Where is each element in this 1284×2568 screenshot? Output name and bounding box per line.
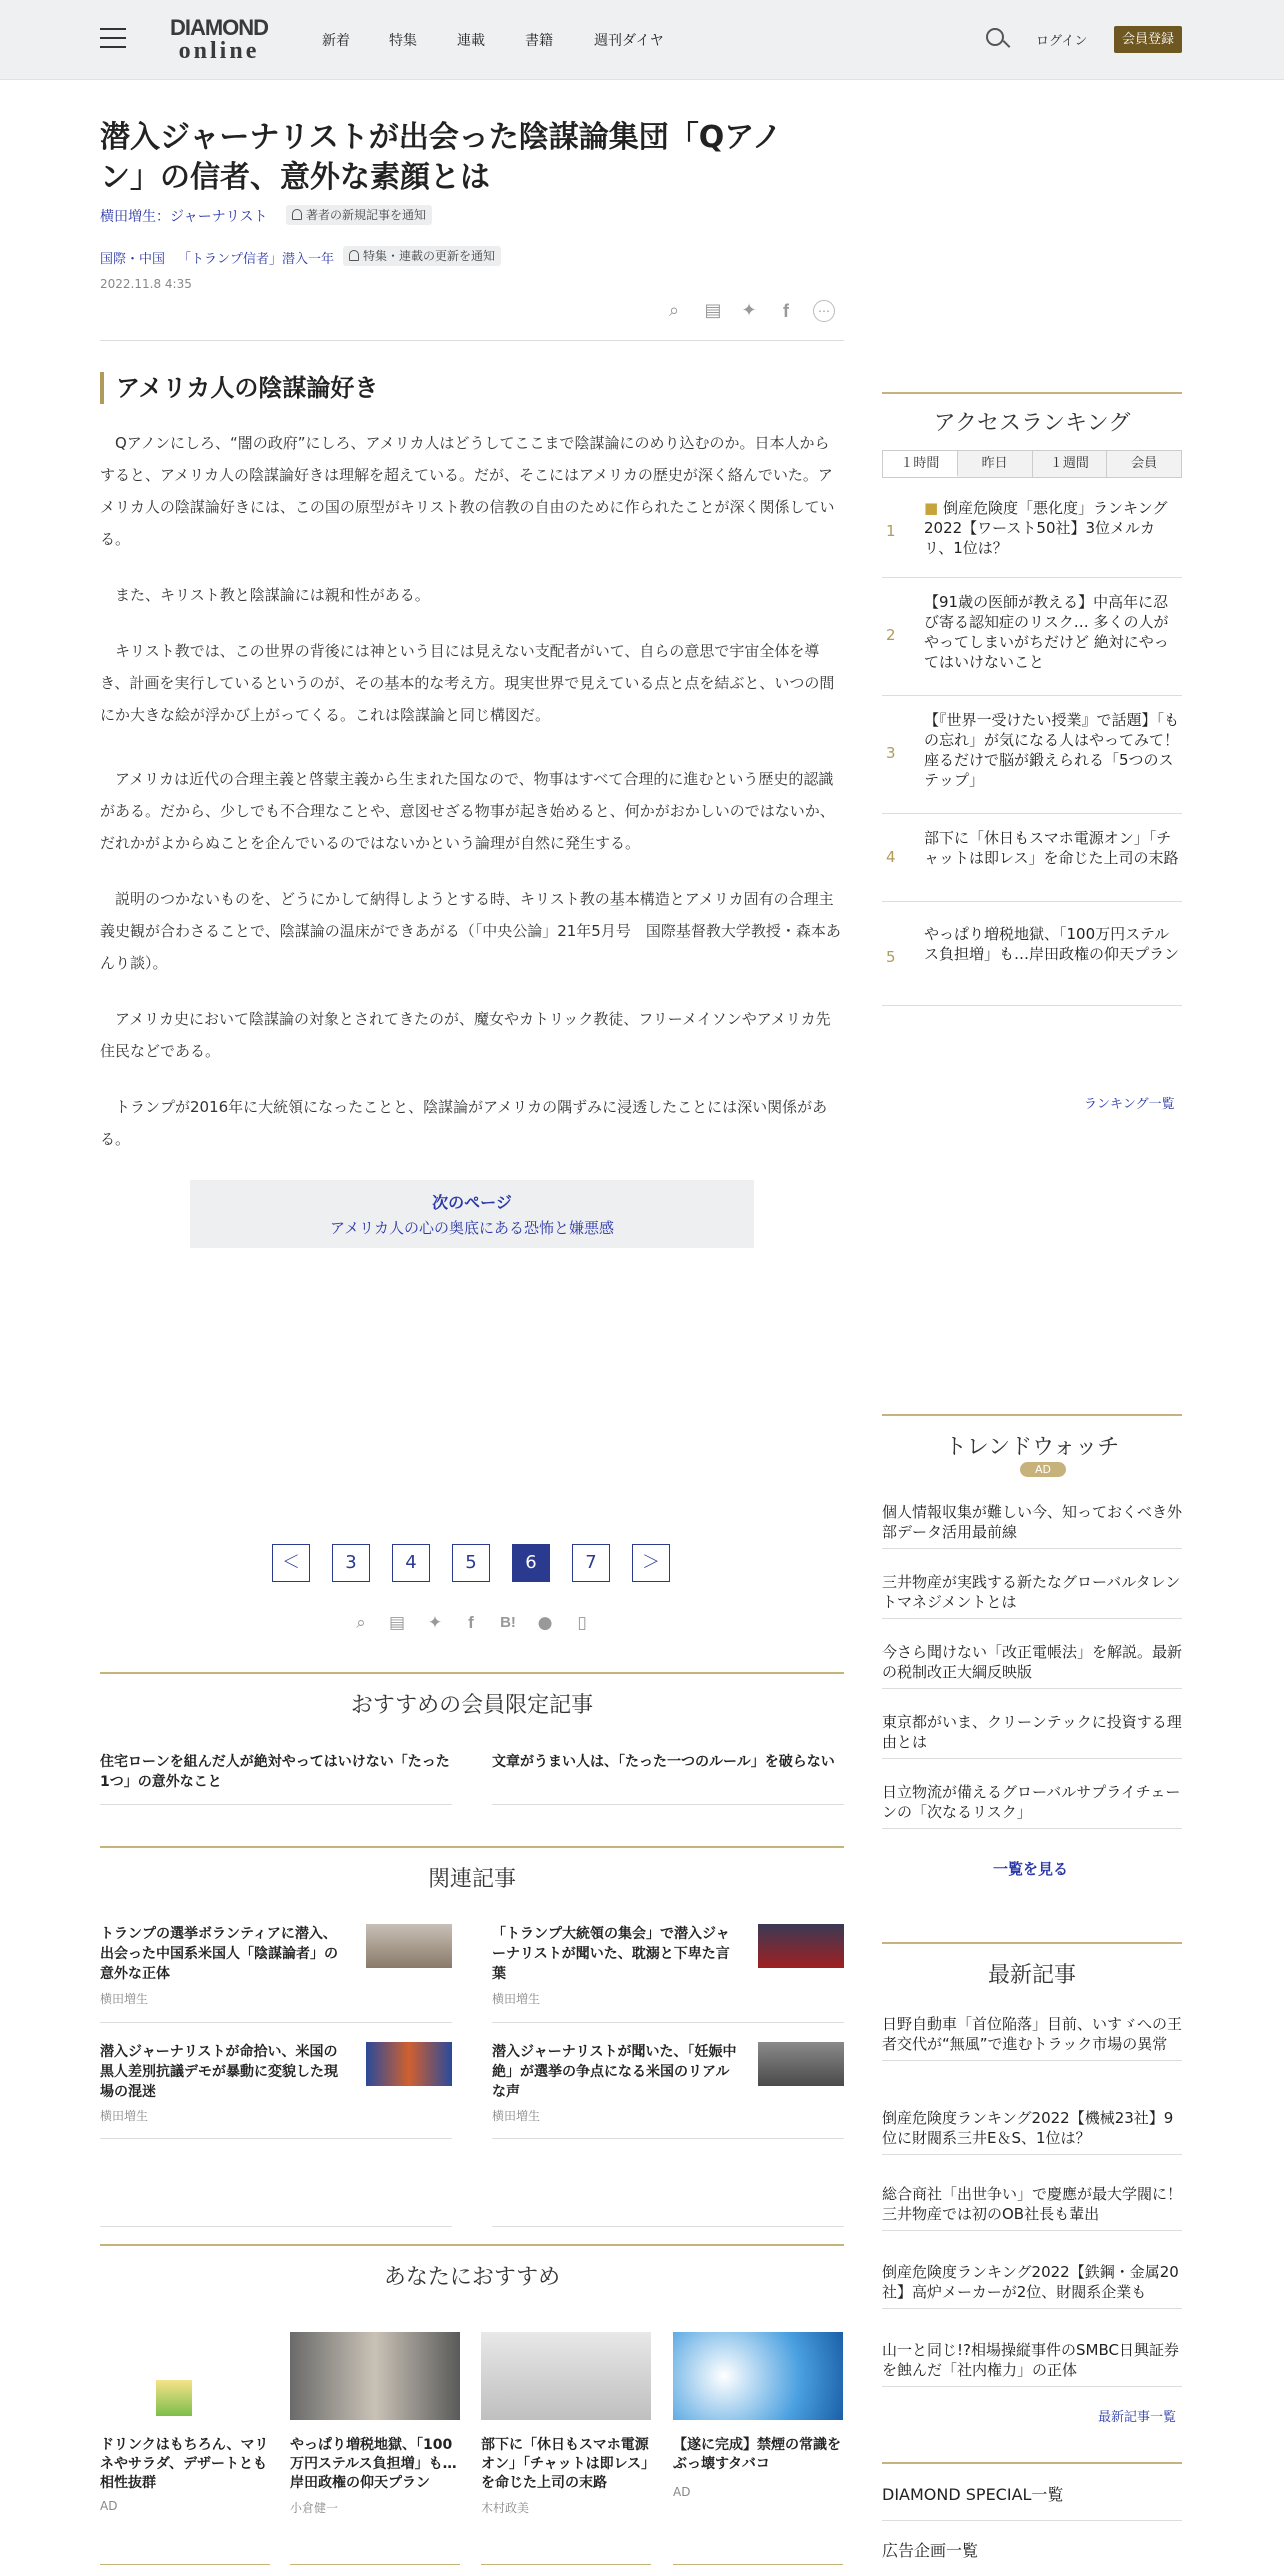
ranking-item[interactable] bbox=[882, 814, 1182, 902]
trend-more-link[interactable]: 一覧を見る bbox=[993, 1860, 1069, 1878]
clip-icon[interactable]: ⌕ bbox=[668, 300, 680, 321]
next-page-link[interactable] bbox=[190, 1180, 754, 1248]
section-heading: アメリカ人の陰謀論好き bbox=[100, 372, 844, 404]
members-article-link[interactable]: 文章がうまい人は、「たった一つのルール」を破らない bbox=[492, 1754, 835, 1770]
logo-line2: online bbox=[178, 38, 260, 64]
related-article-author: 横田増生 bbox=[492, 1992, 541, 2006]
trend-link[interactable]: 三井物産が実践する新たなグローバルタレントマネジメントとは bbox=[882, 1572, 1182, 1619]
ranking-number: 2 bbox=[886, 626, 896, 644]
divider bbox=[100, 340, 844, 341]
twitter-icon[interactable]: ✦ bbox=[427, 1613, 443, 1633]
series-notify-label: 特集・連載の更新を通知 bbox=[363, 249, 496, 263]
next-page-button[interactable]: ＞ bbox=[632, 1544, 670, 1582]
divider bbox=[100, 1804, 452, 1805]
facebook-icon[interactable]: f bbox=[468, 1613, 474, 1632]
tab-yesterday[interactable]: 昨日 bbox=[958, 451, 1033, 477]
divider bbox=[481, 2564, 651, 2565]
related-thumbnail[interactable] bbox=[366, 2042, 452, 2086]
related-article-author: 横田増生 bbox=[100, 2109, 149, 2123]
paragraph: アメリカ史において陰謀論の対象とされてきたのが、魔女やカトリック教徒、フリーメイソンやアメリカ先住民などである。 bbox=[100, 1010, 831, 1060]
page-5[interactable]: 5 bbox=[452, 1544, 490, 1582]
next-page-title: アメリカ人の心の奥底にある恐怖と嫌悪感 bbox=[330, 1219, 614, 1237]
foryou-byline: 木村政美 bbox=[481, 2501, 530, 2515]
line-icon[interactable]: ● bbox=[537, 1613, 553, 1633]
divider bbox=[100, 2138, 452, 2139]
prev-page-button[interactable]: ＜ bbox=[272, 1544, 310, 1582]
ranking-title-text: やっぱり増税地獄、「100万円ステルス負担増」も…岸田政権の仰天プラン bbox=[924, 925, 1180, 963]
author-notify-label: 著者の新規記事を通知 bbox=[306, 208, 427, 222]
foryou-thumbnail[interactable] bbox=[290, 2332, 460, 2420]
ranking-item[interactable] bbox=[882, 696, 1182, 814]
related-thumbnail[interactable] bbox=[366, 1924, 452, 1968]
trend-link[interactable]: 今さら聞けない「改正電帳法」を解説。最新の税制改正大綱反映版 bbox=[882, 1642, 1182, 1689]
clip-icon[interactable]: ⌕ bbox=[356, 1613, 366, 1633]
tab-1hour[interactable]: １時間 bbox=[883, 451, 958, 477]
ranking-title-text: 【『世界一受けたい授業』で話題】「もの忘れ」が気になる人はやってみて！ 座るだけで脳が鍛えられる「5つのステップ」 bbox=[924, 711, 1180, 789]
divider bbox=[673, 2564, 843, 2565]
ranking-item[interactable] bbox=[882, 578, 1182, 696]
section-rule bbox=[882, 392, 1182, 394]
divider bbox=[100, 2226, 452, 2227]
paragraph: トランプが2016年に大統領になったことと、陰謀論がアメリカの隅ずみに浸透したことには深い関係がある。 bbox=[100, 1098, 828, 1148]
ad-badge: AD bbox=[1020, 1462, 1066, 1477]
ranking-item[interactable] bbox=[882, 902, 1182, 1006]
login-link[interactable]: ログイン bbox=[1036, 34, 1088, 49]
series-link[interactable]: 「トランプ信者」潜入一年 bbox=[178, 252, 335, 267]
section-rule bbox=[100, 1672, 844, 1674]
section-rule bbox=[100, 2244, 844, 2246]
foryou-thumbnail[interactable] bbox=[481, 2332, 651, 2420]
article-title: 潜入ジャーナリストが出会った陰謀論集団「Qアノン」の信者、意外な素顔とは bbox=[100, 120, 782, 195]
section-rule bbox=[882, 2462, 1182, 2464]
related-article-link[interactable]: 潜入ジャーナリストが命拾い、米国の黒人差別抗議デモが暴動に変貌した現場の混迷 bbox=[100, 2044, 338, 2100]
twitter-icon[interactable]: ✦ bbox=[741, 300, 757, 321]
related-section-title: 関連記事 bbox=[427, 1867, 516, 1892]
author-notify-button[interactable] bbox=[286, 205, 432, 225]
section-rule bbox=[100, 1846, 844, 1848]
latest-link[interactable]: 日野自動車「首位陥落」目前、いすゞへの王者交代が“無風”で進むトラック市場の異常 bbox=[882, 2014, 1182, 2061]
related-article-link[interactable]: 「トランプ大統領の集会」で潜入ジャーナリストが聞いた、耽溺と下卑た言葉 bbox=[492, 1926, 730, 1982]
foryou-article-link[interactable]: 部下に「休日もスマホ電源オン」「チャットは即レス」を命じた上司の末路 bbox=[481, 2437, 649, 2491]
paragraph: 説明のつかないものを、どうにかして納得しようとする時、キリスト教の基本構造とアメリカ固有の合理主義史観が合わさることで、陰謀論の温床ができあがる（「中央公論」21年5月号 国際基督教大学教授・森本あんり談）。 bbox=[100, 890, 841, 972]
page-7[interactable]: 7 bbox=[572, 1544, 610, 1582]
trend-link[interactable]: 日立物流が備えるグローバルサプライチェーンの「次なるリスク」 bbox=[882, 1782, 1182, 1829]
ranking-number: 5 bbox=[886, 948, 896, 966]
trend-title: トレンドウォッチ bbox=[944, 1435, 1120, 1460]
ranking-number: 1 bbox=[886, 522, 896, 540]
foryou-article-link[interactable]: ドリンクはもちろん、マリネやサラダ、デザートとも相性抜群 bbox=[100, 2437, 269, 2491]
divider bbox=[492, 2138, 844, 2139]
category-link[interactable]: 国際・中国 bbox=[100, 252, 166, 267]
foryou-byline: AD bbox=[673, 2485, 691, 2499]
foryou-byline: 小倉健一 bbox=[290, 2501, 339, 2515]
latest-link[interactable]: 山一と同じ!?相場操縦事件のSMBC日興証券を蝕んだ「社内権力」の正体 bbox=[882, 2340, 1182, 2387]
print-icon[interactable]: ▤ bbox=[704, 300, 722, 321]
nav-series[interactable]: 連載 bbox=[457, 33, 485, 49]
logo-line1: DIAMOND bbox=[169, 15, 269, 40]
members-section-title: おすすめの会員限定記事 bbox=[350, 1693, 594, 1718]
divider bbox=[290, 2564, 460, 2565]
publish-date: 2022.11.8 4:35 bbox=[100, 277, 192, 291]
related-thumbnail[interactable] bbox=[758, 2042, 844, 2086]
latest-more-link[interactable]: 最新記事一覧 bbox=[1098, 2410, 1177, 2425]
ranking-title: アクセスランキング bbox=[933, 411, 1131, 436]
print-icon[interactable]: ▤ bbox=[388, 1613, 406, 1633]
section-rule bbox=[882, 1414, 1182, 1416]
related-article-link[interactable]: トランプの選挙ボランティアに潜入、出会った中国系米国人「陰謀論者」の意外な正体 bbox=[100, 1926, 338, 1982]
ranking-item[interactable] bbox=[882, 492, 1182, 578]
related-thumbnail[interactable] bbox=[758, 1924, 844, 1968]
page-6-current[interactable]: 6 bbox=[512, 1544, 550, 1582]
latest-link[interactable]: 総合商社「出世争い」で慶應が最大学閥に！三井物産では初のOB社長も輩出 bbox=[882, 2184, 1182, 2231]
paragraph: アメリカは近代の合理主義と啓蒙主義から生まれた国なので、物事はすべて合理的に進むという歴史的認識がある。だから、少しでも不合理なことや、意図せざる物事が起き始めると、何かがおかしいのではないか、だれかがよからぬことを企んでいるのではないかという論理が自然に発生する。 bbox=[100, 770, 835, 852]
section-rule bbox=[882, 1942, 1182, 1944]
divider bbox=[100, 2564, 270, 2565]
nav-books[interactable]: 書籍 bbox=[525, 33, 553, 49]
author-link[interactable]: 横田増生：ジャーナリスト bbox=[100, 209, 268, 225]
series-notify-button[interactable] bbox=[343, 246, 501, 266]
nav-feature[interactable]: 特集 bbox=[389, 33, 417, 49]
search-icon[interactable] bbox=[986, 28, 1010, 52]
tab-members[interactable]: 会員 bbox=[1107, 451, 1181, 477]
next-page-label: 次のページ bbox=[432, 1193, 512, 1212]
divider bbox=[100, 2022, 452, 2023]
foryou-thumbnail[interactable] bbox=[673, 2332, 843, 2420]
ranking-number: 4 bbox=[886, 848, 896, 866]
foryou-thumbnail[interactable] bbox=[100, 2332, 270, 2420]
ad-list-link[interactable]: 広告企画一覧 bbox=[882, 2541, 979, 2560]
divider bbox=[492, 2226, 844, 2227]
latest-title: 最新記事 bbox=[987, 1963, 1076, 1988]
divider bbox=[492, 2022, 844, 2023]
site-logo[interactable] bbox=[166, 16, 272, 64]
ranking-title-text: 倒産危険度「悪化度」ランキング2022【ワースト50社】3位メルカリ、1位は？ bbox=[924, 499, 1168, 557]
nav-new[interactable]: 新着 bbox=[322, 33, 350, 49]
related-article-author: 横田増生 bbox=[492, 2109, 541, 2123]
latest-link[interactable]: 倒産危険度ランキング2022【機械23社】9位に財閥系三井E＆S、1位は？ bbox=[882, 2108, 1182, 2155]
special-link[interactable]: DIAMOND SPECIAL一覧 bbox=[882, 2485, 1064, 2504]
latest-link[interactable]: 倒産危険度ランキング2022【鉄鋼・金属20社】高炉メーカーが2位、財閥系企業も bbox=[882, 2262, 1182, 2309]
ranking-more-link[interactable]: ランキング一覧 bbox=[1084, 1097, 1175, 1112]
related-article-author: 横田増生 bbox=[100, 1992, 149, 2006]
foryou-section-title: あなたにおすすめ bbox=[383, 2265, 561, 2290]
page-3[interactable]: 3 bbox=[332, 1544, 370, 1582]
more-icon[interactable]: ⋯ bbox=[813, 300, 835, 322]
facebook-icon[interactable]: f bbox=[783, 301, 789, 321]
foryou-article-link[interactable]: 【遂に完成】禁煙の常識をぶっ壊すタバコ bbox=[673, 2437, 841, 2472]
paragraph: また、キリスト教と陰謀論には親和性がある。 bbox=[115, 586, 430, 604]
ranking-title-text: 【91歳の医師が教える】中高年に忍び寄る認知症のリスク… 多くの人がやってしまいがちだけど 絶対にやってはいけないこと bbox=[924, 593, 1169, 671]
related-article-link[interactable]: 潜入ジャーナリストが聞いた、「妊娠中絶」が選挙の争点になる米国のリアルな声 bbox=[492, 2044, 737, 2100]
register-button[interactable]: 会員登録 bbox=[1114, 26, 1182, 53]
site-header bbox=[0, 0, 1284, 80]
members-article-link[interactable]: 住宅ローンを組んだ人が絶対やってはいけない「たった1つ」の意外なこと bbox=[100, 1754, 450, 1790]
tab-1week[interactable]: １週間 bbox=[1033, 451, 1108, 477]
lock-icon: ■ bbox=[924, 499, 943, 517]
foryou-byline: AD bbox=[100, 2499, 118, 2513]
foryou-article-link[interactable]: やっぱり増税地獄、「100万円ステルス負担増」も…岸田政権の仰天プラン bbox=[290, 2437, 457, 2491]
ranking-text bbox=[924, 498, 1180, 558]
ranking-tabs bbox=[882, 450, 1182, 478]
divider bbox=[882, 2520, 1182, 2521]
nav-weekly[interactable]: 週刊ダイヤ bbox=[594, 33, 664, 49]
paragraph: Qアノンにしろ、“闇の政府”にしろ、アメリカ人はどうしてここまで陰謀論にのめり込むのか。日本人からすると、アメリカ人の陰謀論好きは理解を超えている。だが、そこにはアメリカの歴史が深く絡んでいた。アメリカ人の陰謀論好きには、この国の原型がキリスト教の信教の自由のために作られたことが深く関係している。 bbox=[100, 434, 835, 548]
page-4[interactable]: 4 bbox=[392, 1544, 430, 1582]
divider bbox=[492, 1804, 844, 1805]
trend-link[interactable]: 東京都がいま、クリーンテックに投資する理由とは bbox=[882, 1712, 1182, 1759]
ranking-title-text: 部下に「休日もスマホ電源オン」「チャットは即レス」を命じた上司の末路 bbox=[924, 829, 1179, 867]
pocket-icon[interactable]: ▯ bbox=[577, 1613, 587, 1633]
bell-icon bbox=[292, 209, 302, 220]
trend-link[interactable]: 個人情報収集が難しい今、知っておくべき外部データ活用最前線 bbox=[882, 1502, 1182, 1549]
paragraph: キリスト教では、この世界の背後には神という目には見えない支配者がいて、自らの意思で宇宙全体を導き、計画を実行しているというのが、その基本的な考え方。現実世界で見えている点と点を結ぶと、いつの間にか大きな絵が浮かび上がってくる。これは陰謀論と同じ構図だ。 bbox=[100, 642, 835, 724]
ranking-number: 3 bbox=[886, 744, 896, 762]
hatena-icon[interactable]: B! bbox=[500, 1614, 516, 1631]
bell-icon bbox=[349, 250, 359, 261]
menu-icon[interactable] bbox=[100, 28, 126, 50]
product-image bbox=[156, 2380, 192, 2416]
